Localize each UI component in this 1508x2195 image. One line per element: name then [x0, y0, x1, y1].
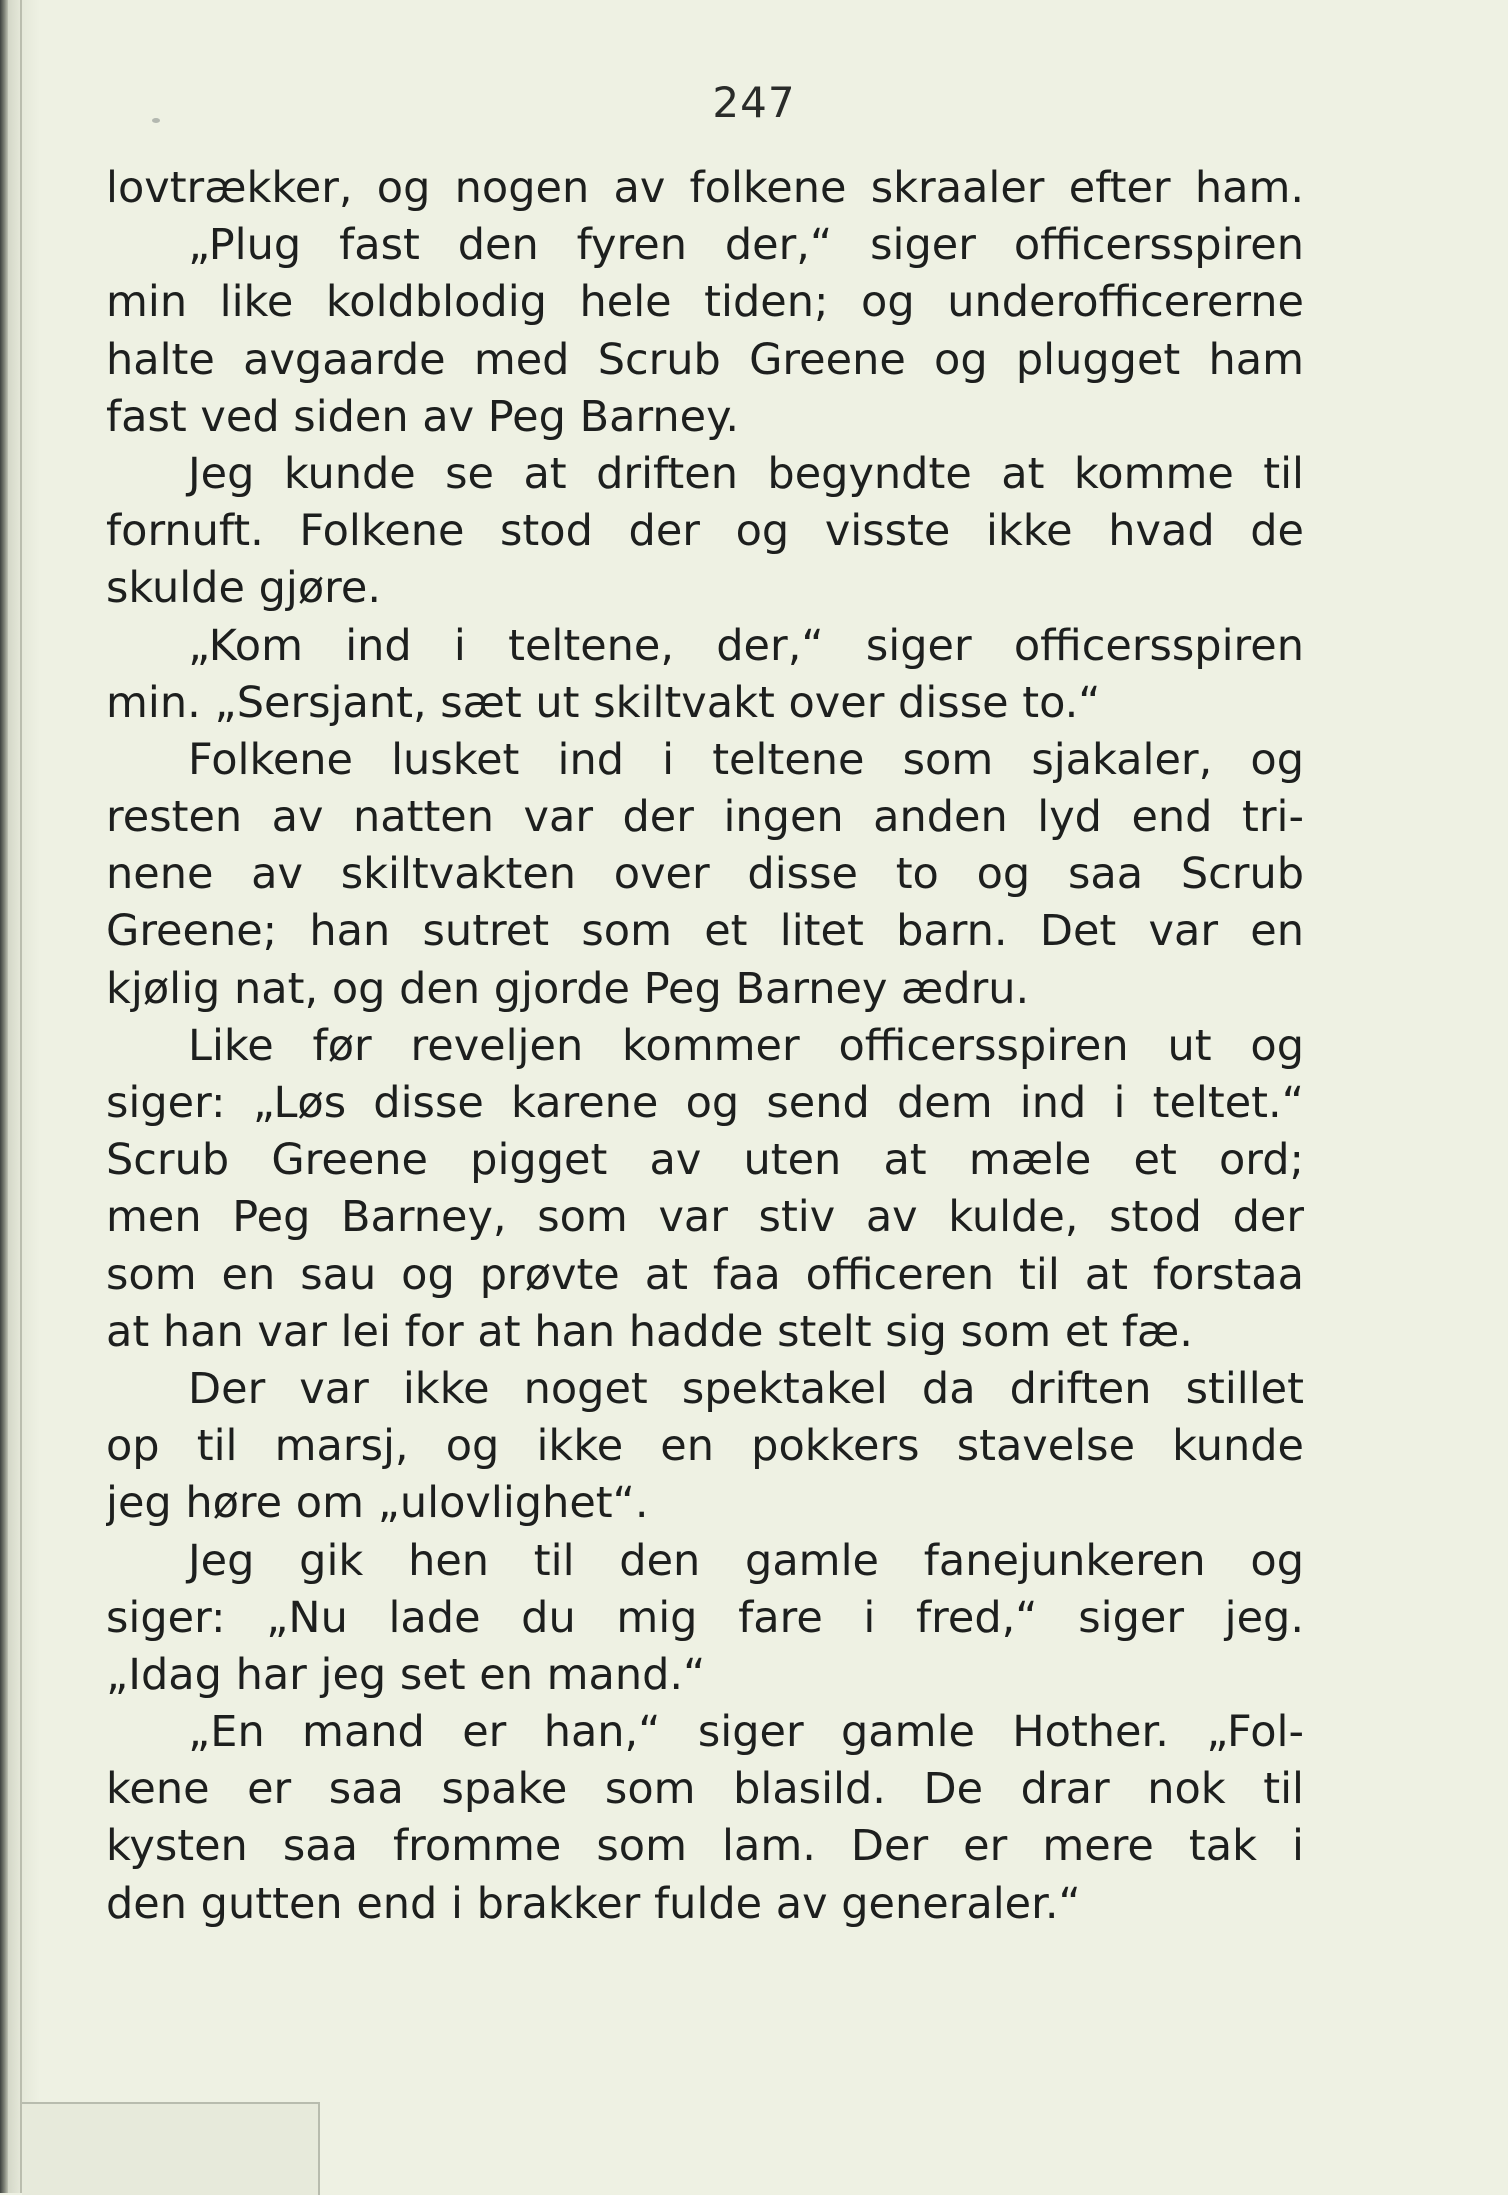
- text-line: kene er saa spake som blasild. De drar nok til: [106, 1764, 1304, 1815]
- text-line: fast ved siden av Peg Barney.: [106, 391, 740, 442]
- text-line: siger: „Løs disse karene og send dem ind i teltet.“: [106, 1078, 1304, 1128]
- text-line: lovtrækker, og nogen av folkene skraaler efter ham.: [106, 163, 1304, 213]
- text-line: min like koldblodig hele tiden; og underofficererne: [106, 277, 1304, 328]
- text-line: Jeg kunde se at driften begyndte at komme til: [188, 448, 1304, 499]
- text-line: men Peg Barney, som var stiv av kulde, stod der: [106, 1192, 1304, 1243]
- text-line: „Kom ind i teltene, der,“ siger officersspiren: [188, 620, 1304, 671]
- corner-stamp: [22, 2102, 320, 2195]
- text-line: Folkene lusket ind i teltene som sjakaler, og: [188, 734, 1304, 785]
- text-line: kjølig nat, og den gjorde Peg Barney ædru.: [106, 963, 1030, 1014]
- page-number: 247: [712, 78, 796, 127]
- text-line: op til marsj, og ikke en pokkers stavelse kunde: [106, 1421, 1304, 1472]
- text-line: „Idag har jeg set en mand.“: [106, 1649, 706, 1700]
- body-text: [106, 160, 1304, 1933]
- text-line: siger: „Nu lade du mig fare i fred,“ siger jeg.: [106, 1592, 1304, 1643]
- text-line: Jeg gik hen til den gamle fanejunkeren og: [188, 1535, 1304, 1586]
- text-line: min. „Sersjant, sæt ut skiltvakt over disse to.“: [106, 677, 1101, 728]
- text-line: fornuft. Folkene stod der og visste ikke hvad de: [106, 506, 1304, 557]
- text-line: at han var lei for at han hadde stelt sig som et fæ.: [106, 1306, 1193, 1357]
- text-line: „Plug fast den fyren der,“ siger officersspiren: [188, 220, 1304, 271]
- text-line: kysten saa fromme som lam. Der er mere tak i: [106, 1821, 1304, 1872]
- text-line: jeg høre om „ulovlighet“.: [106, 1478, 649, 1529]
- text-line: resten av natten var der ingen anden lyd end tri-: [106, 792, 1304, 843]
- text-line: den gutten end i brakker fulde av generaler.“: [106, 1878, 1081, 1929]
- text-line: Like før reveljen kommer officersspiren ut og: [188, 1020, 1304, 1071]
- text-line: nene av skiltvakten over disse to og saa Scrub: [106, 849, 1304, 900]
- text-line: skulde gjøre.: [106, 563, 382, 614]
- text-line: som en sau og prøvte at faa officeren til at forstaa: [106, 1249, 1304, 1300]
- text-line: „En mand er han,“ siger gamle Hother. „Fol-: [188, 1707, 1304, 1758]
- binding-edge: [0, 0, 8, 2193]
- binding-rule: [20, 0, 22, 2193]
- text-line: Der var ikke noget spektakel da driften stillet: [188, 1363, 1304, 1414]
- text-line: Greene; han sutret som et litet barn. Det var en: [106, 906, 1304, 957]
- text-line: halte avgaarde med Scrub Greene og plugget ham: [106, 334, 1304, 385]
- text-line: Scrub Greene pigget av uten at mæle et ord;: [106, 1135, 1304, 1186]
